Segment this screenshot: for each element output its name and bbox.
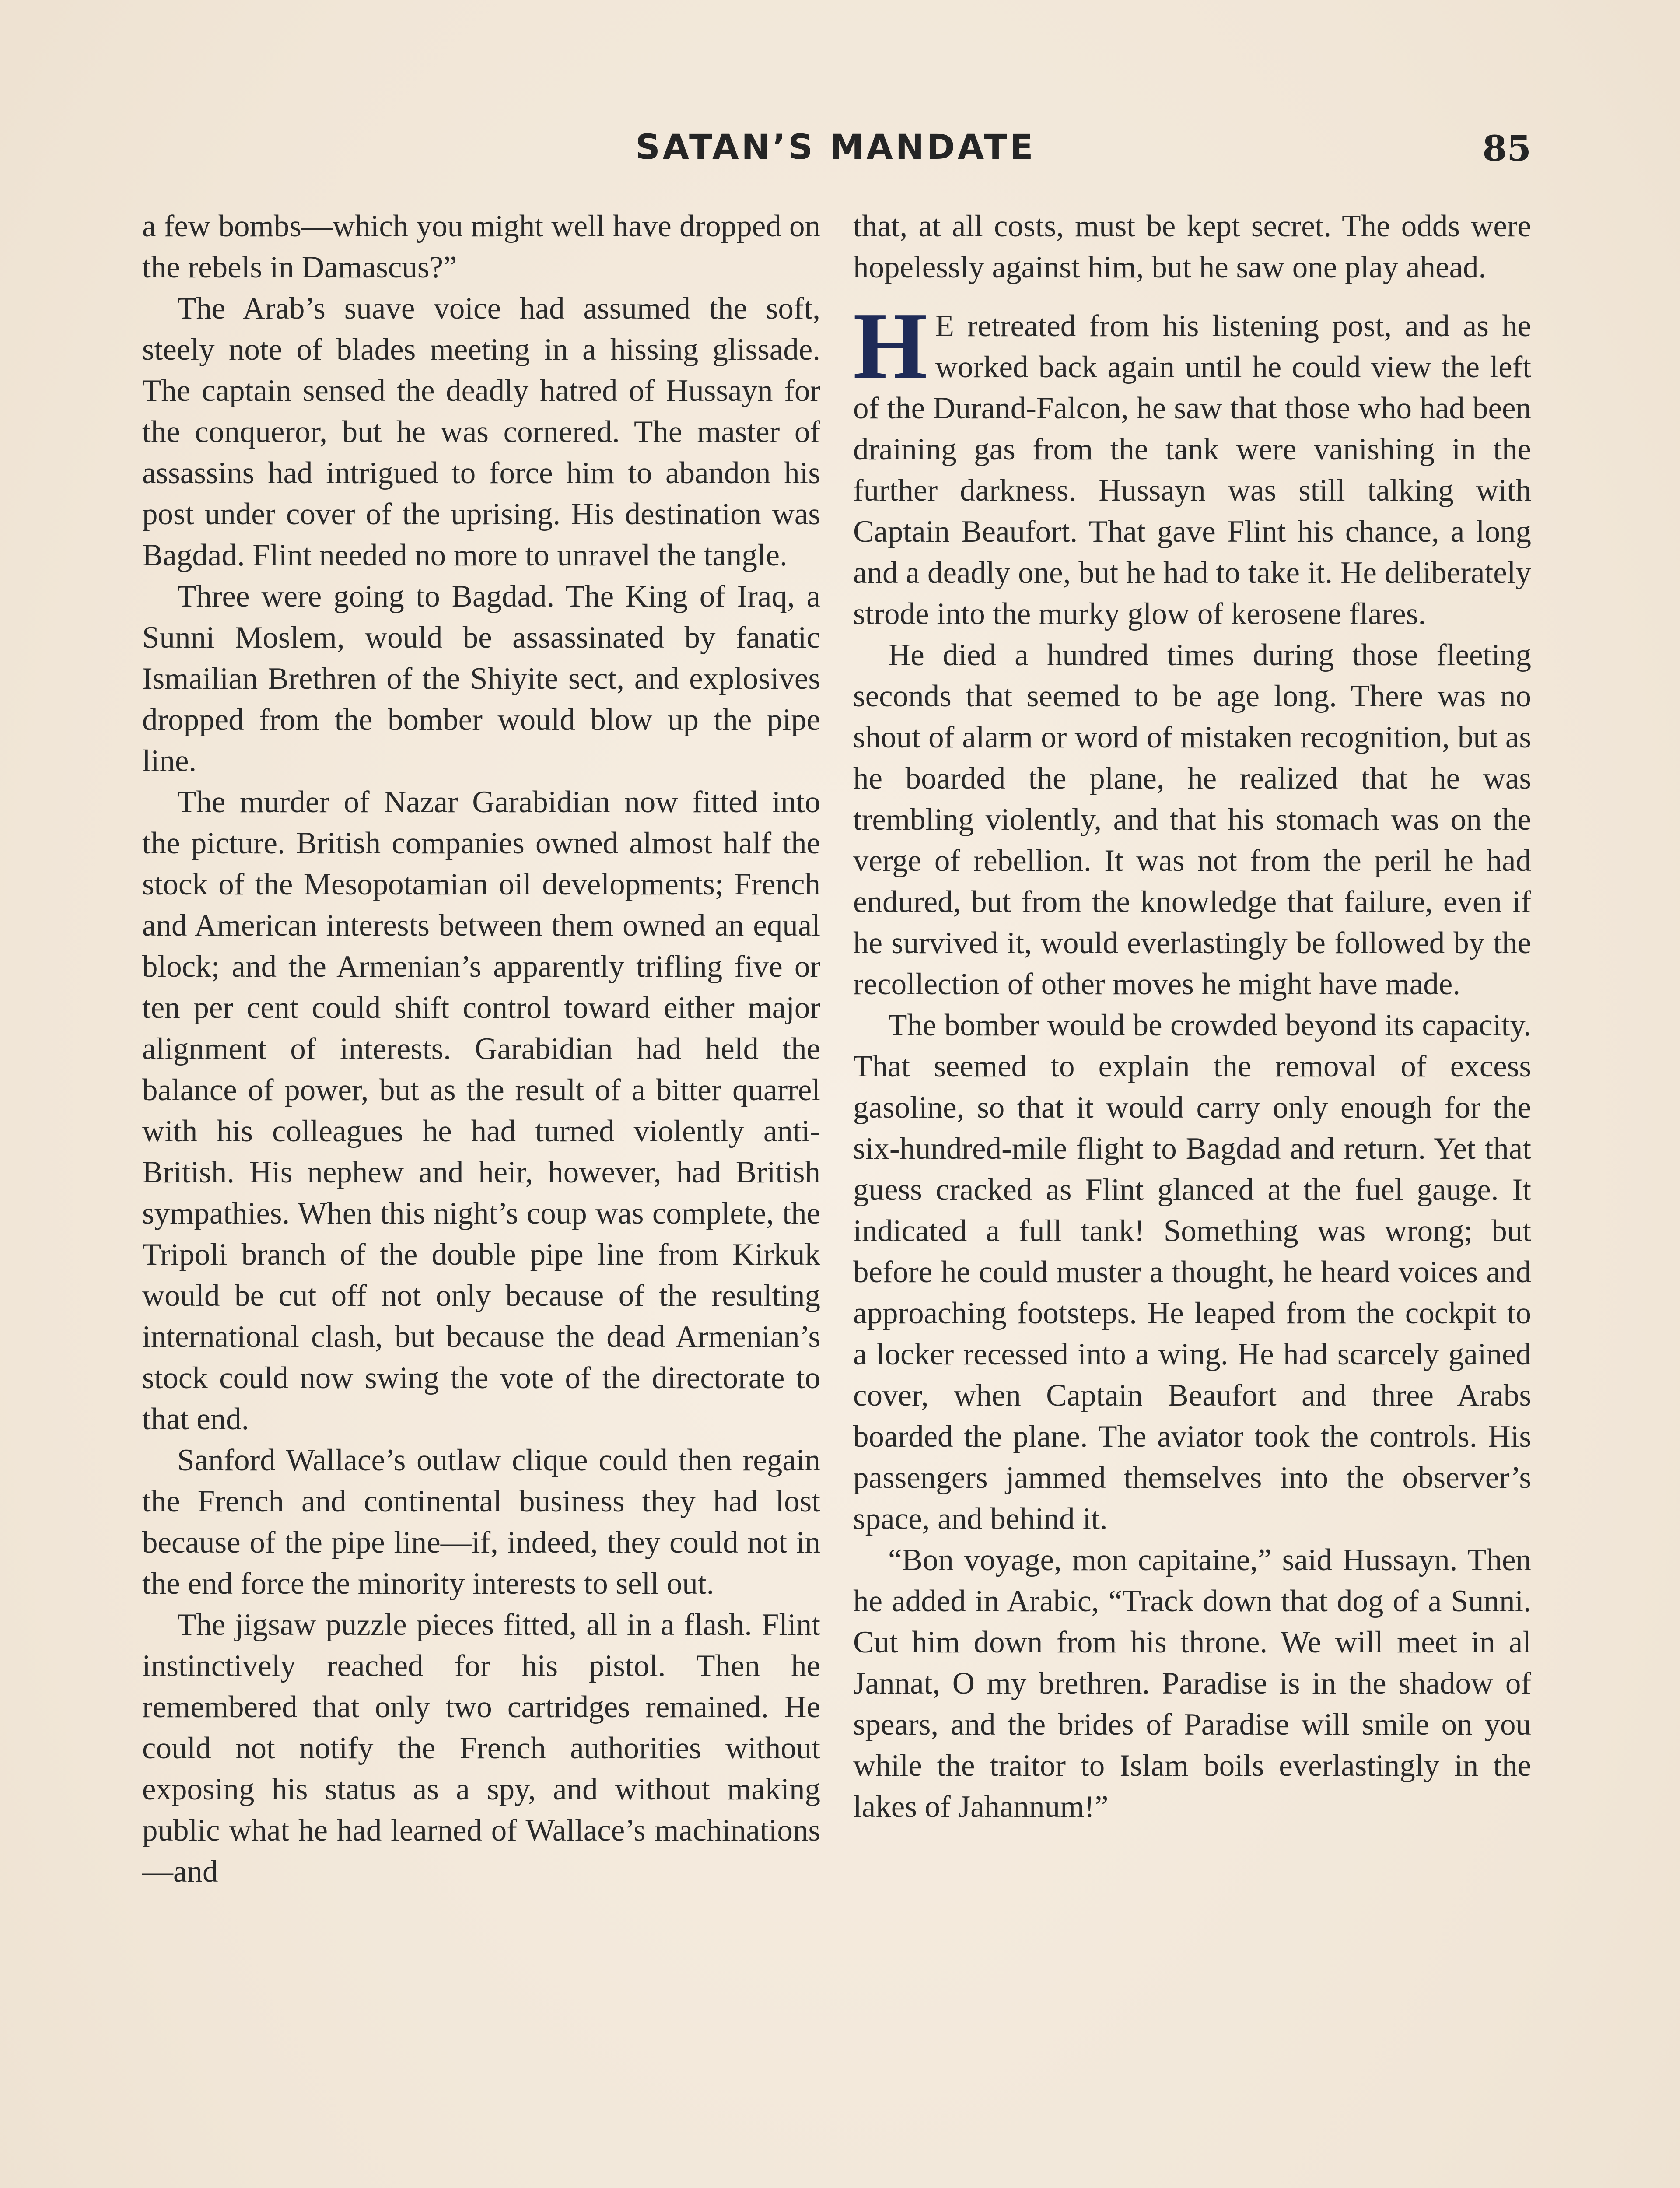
paragraph: that, at all costs, must be kept secret. The odds were hopelessly against him, but he saw one play ahead. (853, 209, 1531, 284)
paragraph: a few bombs—which you might well have dropped on the rebels in Damascus?” (142, 209, 820, 284)
paragraph: The jigsaw puzzle pieces fitted, all in a flash. Flint instinctively reached for his pistol. Then he remembered that only two cartridges remained. He could not notify the French authorities without exposing his status as a spy, and without making public what he had learned of Wallace’s machinations—and (142, 1608, 820, 1889)
section-opening-paragraph (853, 293, 1531, 635)
paragraph: The murder of Nazar Garabidian now fitted into the picture. British companies owned almost half the stock of the Mesopotamian oil developments; French and American interests between them owned an equal block; and the Armenian’s apparently trifling five or ten per cent could shift control toward either major alignment of interests. Garabidian had held the balance of power, but as the result of a bitter quarrel with his colleagues he had turned violently anti-British. His nephew and heir, however, had British sympathies. When this night’s coup was complete, the Tripoli branch of the double pipe line from Kirkuk would be cut off not only because of the resulting international clash, but because the dead Armenian’s stock could now swing the vote of the directorate to that end. (142, 785, 820, 1436)
page-number: 85 (1482, 128, 1531, 169)
paragraph: The bomber would be crowded beyond its capacity. That seemed to explain the removal of excess gasoline, so that it would carry only enough for the six-hundred-mile flight to Bagdad and return. Yet that guess cracked as Flint glanced at the fuel gauge. It indicated a full tank! Something was wrong; but before he could muster a thought, he heard voices and approaching footsteps. He leaped from the cockpit to a locker recessed into a wing. He had scarcely gained cover, when Captain Beaufort and three Arabs boarded the plane. The aviator took the controls. His passengers jammed themselves into the observer’s space, and behind it. (853, 1008, 1531, 1536)
paragraph: “Bon voyage, mon capitaine,” said Hussayn. Then he added in Arabic, “Track down that dog of a Sunni. Cut him down from his throne. We will meet in al Jannat, O my brethren. Paradise is in the shadow of spears, and the brides of Paradise will smile on you while the traitor to Islam boils everlastingly in the lakes of Jahannum!” (853, 1543, 1531, 1824)
drop-cap: H (853, 293, 928, 399)
paragraph-text: E retreated from his listening post, and as he worked back again until he could view the left of the Durand-Falcon, he saw that those who had been draining gas from the tank were vanishing in the further darkness. Hussayn was still talking with Captain Beaufort. That gave Flint his chance, a long and a deadly one, but he had to take it. He deliberately strode into the murky glow of kerosene flares. (853, 309, 1531, 631)
paragraph: He died a hundred times during those fleeting seconds that seemed to be age long. There was no shout of alarm or word of mistaken recognition, but as he boarded the plane, he realized that he was trembling violently, and that his stomach was on the verge of rebellion. It was not from the peril he had endured, but from the knowledge that failure, even if he survived it, would everlastingly be followed by the recollection of other moves he might have made. (853, 638, 1531, 1001)
page-header (140, 128, 1531, 176)
left-text-column (142, 206, 820, 2188)
paragraph: Three were going to Bagdad. The King of Iraq, a Sunni Moslem, would be assassinated by fanatic Ismailian Brethren of the Shiyite sect, and explosives dropped from the bomber would blow up the pipe line. (142, 579, 820, 778)
paragraph: The Arab’s suave voice had assumed the soft, steely note of blades meeting in a hissing glissade. The captain sensed the deadly hatred of Hussayn for the conqueror, but he was cornered. The master of assassins had intrigued to force him to abandon his post under cover of the uprising. His destination was Bagdad. Flint needed no more to unravel the tangle. (142, 291, 820, 572)
right-text-column (853, 206, 1531, 2188)
running-head-title: SATAN’S MANDATE (635, 128, 1036, 167)
paragraph: Sanford Wallace’s outlaw clique could then regain the French and continental business they had lost because of the pipe line—if, indeed, they could not in the end force the minority interests to sell out. (142, 1443, 820, 1601)
